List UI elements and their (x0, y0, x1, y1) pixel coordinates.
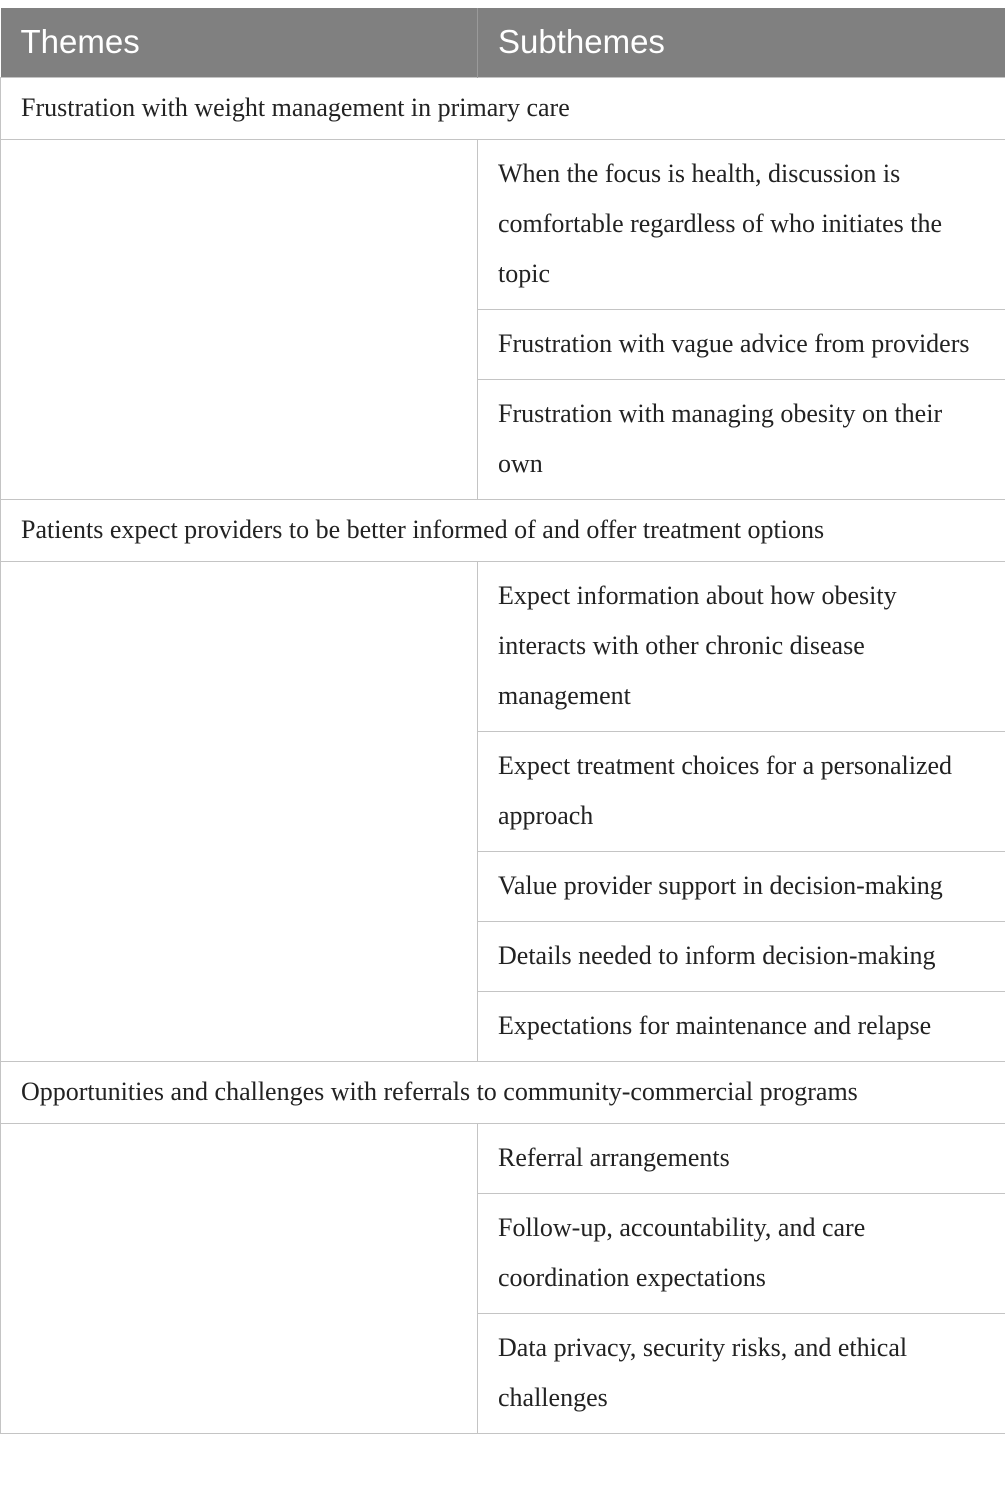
subtheme-cell: Data privacy, security risks, and ethical challenges (478, 1313, 1005, 1433)
table-body (1, 77, 1005, 1433)
theme-cell: Opportunities and challenges with referrals to community-commercial programs (1, 1061, 1005, 1123)
subtheme-cell: Frustration with managing obesity on their own (478, 379, 1005, 499)
themes-table (0, 8, 1005, 1434)
theme-row (1, 499, 1005, 561)
empty-theme-cell (1, 561, 478, 1061)
subtheme-cell: Details needed to inform decision-making (478, 921, 1005, 991)
subtheme-cell: Frustration with vague advice from providers (478, 309, 1005, 379)
theme-cell: Patients expect providers to be better informed of and offer treatment options (1, 499, 1005, 561)
subtheme-cell: When the focus is health, discussion is comfortable regardless of who initiates the topic (478, 139, 1005, 309)
theme-row (1, 1061, 1005, 1123)
subtheme-cell: Referral arrangements (478, 1123, 1005, 1193)
subtheme-cell: Value provider support in decision-making (478, 851, 1005, 921)
subtheme-cell: Expectations for maintenance and relapse (478, 991, 1005, 1061)
themes-column-header: Themes (1, 8, 478, 77)
subtheme-row (1, 1123, 1005, 1193)
subthemes-column-header: Subthemes (478, 8, 1005, 77)
empty-theme-cell (1, 139, 478, 499)
theme-row (1, 77, 1005, 139)
table-header (1, 8, 1005, 77)
subtheme-row (1, 139, 1005, 309)
subtheme-row (1, 561, 1005, 731)
theme-cell: Frustration with weight management in primary care (1, 77, 1005, 139)
subtheme-cell: Expect treatment choices for a personalized approach (478, 731, 1005, 851)
empty-theme-cell (1, 1123, 478, 1433)
subtheme-cell: Follow-up, accountability, and care coordination expectations (478, 1193, 1005, 1313)
subtheme-cell: Expect information about how obesity interacts with other chronic disease management (478, 561, 1005, 731)
header-row (1, 8, 1005, 77)
